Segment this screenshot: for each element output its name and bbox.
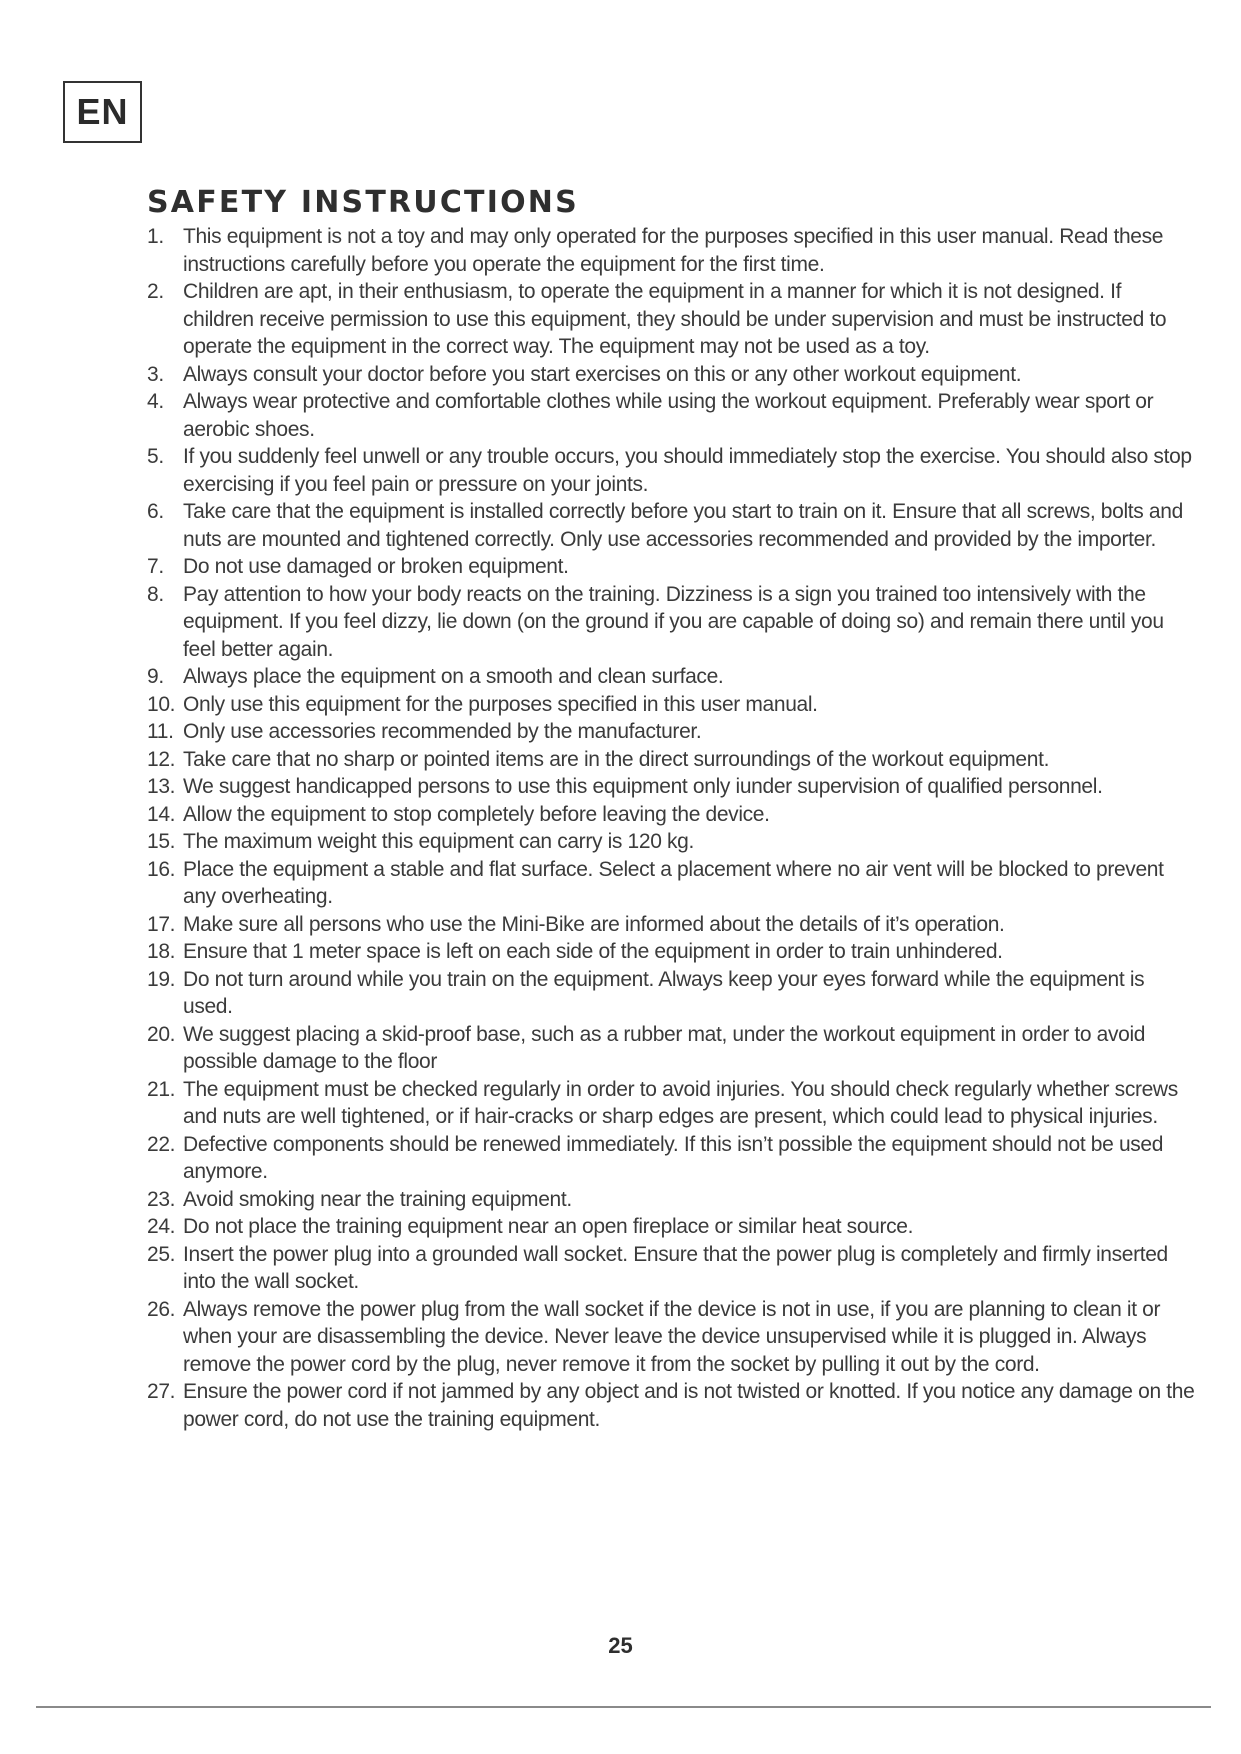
instruction-item	[147, 911, 1197, 939]
section-heading: SAFETY INSTRUCTIONS	[147, 185, 579, 220]
instruction-number: 2.	[147, 280, 164, 303]
instruction-number: 23.	[147, 1187, 176, 1211]
instruction-number: 20.	[147, 1022, 176, 1046]
instruction-item	[147, 1021, 1197, 1076]
instruction-item	[147, 581, 1197, 664]
instruction-item	[147, 1076, 1197, 1131]
instruction-text: Defective components should be renewed immediately. If this isn’t possible the equipment should not be used anymore.	[183, 1132, 1164, 1183]
instruction-number: 13.	[147, 775, 176, 798]
instruction-item	[147, 828, 1197, 856]
instruction-text: The equipment must be checked regularly in order to avoid injuries. You should check regularly whether screws and nuts are well tightened, or if hair-cracks or sharp edges are present, which could lead to physical injuries.	[183, 1077, 1178, 1128]
instruction-number: 1.	[147, 225, 164, 248]
instruction-item	[147, 1241, 1197, 1296]
instruction-text: Avoid smoking near the training equipment.	[183, 1187, 572, 1211]
footer-divider	[36, 1706, 1211, 1708]
instruction-item	[147, 1186, 1197, 1214]
instruction-number: 27.	[147, 1380, 176, 1403]
instruction-item	[147, 1296, 1197, 1379]
instruction-item	[147, 1213, 1197, 1241]
instruction-item	[147, 553, 1197, 581]
instruction-text: Always place the equipment on a smooth and clean surface.	[183, 665, 724, 688]
instruction-text: Take care that no sharp or pointed items are in the direct surroundings of the workout equipment.	[183, 747, 1050, 771]
instruction-text: Children are apt, in their enthusiasm, to operate the equipment in a manner for which it is not designed. If children receive permission to use this equipment, they should be under supervision and must be instructed to operate the equipment in the correct way. The equipment may not be used as a toy.	[183, 280, 1167, 358]
instruction-text: Take care that the equipment is installed correctly before you start to train on it. Ensure that all screws, bolts and nuts are mounted and tightened correctly. Only use accessories recommended and provided by the importer.	[183, 500, 1183, 551]
instruction-number: 18.	[147, 940, 176, 963]
instruction-number: 5.	[147, 445, 164, 468]
instruction-text: Ensure the power cord if not jammed by any object and is not twisted or knotted. If you notice any damage on the power cord, do not use the training equipment.	[183, 1380, 1195, 1431]
instruction-number: 16.	[147, 857, 176, 881]
instruction-number: 12.	[147, 747, 176, 771]
instruction-text: Pay attention to how your body reacts on the training. Dizziness is a sign you trained too intensively with the equipment. If you feel dizzy, lie down (on the ground if you are capable of doing so) and remain there until you feel better again.	[183, 582, 1164, 661]
instruction-text: The maximum weight this equipment can carry is 120 kg.	[183, 830, 694, 853]
instruction-number: 3.	[147, 362, 164, 386]
instruction-text: This equipment is not a toy and may only operated for the purposes specified in this user manual. Read these instructions carefully before you operate the equipment for the first time.	[183, 225, 1164, 276]
instruction-number: 25.	[147, 1242, 176, 1266]
instruction-text: Do not place the training equipment near an open fireplace or similar heat source.	[183, 1215, 914, 1238]
instruction-text: Ensure that 1 meter space is left on each side of the equipment in order to train unhindered.	[183, 940, 1003, 963]
instruction-item	[147, 773, 1197, 801]
instruction-item	[147, 663, 1197, 691]
safety-instructions-list	[147, 223, 1197, 1433]
instruction-number: 7.	[147, 555, 164, 578]
instruction-text: Only use accessories recommended by the manufacturer.	[183, 720, 702, 743]
instruction-number: 6.	[147, 500, 164, 523]
instruction-number: 26.	[147, 1297, 176, 1321]
instruction-text: Always wear protective and comfortable clothes while using the workout equipment. Preferably wear sport or aerobic shoes.	[183, 390, 1154, 441]
instruction-text: Do not turn around while you train on the equipment. Always keep your eyes forward while the equipment is used.	[183, 967, 1145, 1018]
instruction-number: 22.	[147, 1132, 176, 1156]
instruction-item	[147, 443, 1197, 498]
page-number: 25	[608, 1633, 633, 1658]
instruction-number: 21.	[147, 1077, 176, 1101]
instruction-text: If you suddenly feel unwell or any trouble occurs, you should immediately stop the exercise. You should also stop exercising if you feel pain or pressure on your joints.	[183, 445, 1192, 496]
instruction-text: Always remove the power plug from the wall socket if the device is not in use, if you are planning to clean it or when your are disassembling the device. Never leave the device unsupervised while it is plugged in. Always remove the power cord by the plug, never remove it from the socket by pulling it out by the cord.	[183, 1297, 1161, 1376]
instruction-item	[147, 1378, 1197, 1433]
instruction-item	[147, 498, 1197, 553]
instruction-text: Only use this equipment for the purposes specified in this user manual.	[183, 692, 818, 716]
instruction-text: Place the equipment a stable and flat surface. Select a placement where no air vent will be blocked to prevent any overheating.	[183, 857, 1164, 908]
instruction-item	[147, 388, 1197, 443]
instruction-item	[147, 938, 1197, 966]
instruction-text: Do not use damaged or broken equipment.	[183, 555, 569, 578]
instruction-text: Allow the equipment to stop completely before leaving the device.	[183, 802, 770, 826]
instruction-item	[147, 966, 1197, 1021]
instruction-item	[147, 278, 1197, 361]
language-badge: EN	[63, 81, 142, 143]
instruction-item	[147, 1131, 1197, 1186]
instruction-item	[147, 746, 1197, 774]
instruction-number: 9.	[147, 665, 164, 688]
instruction-text: We suggest placing a skid-proof base, such as a rubber mat, under the workout equipment in order to avoid possible damage to the floor	[183, 1022, 1146, 1073]
instruction-number: 15.	[147, 830, 176, 853]
instruction-number: 11.	[147, 720, 174, 743]
instruction-text: Insert the power plug into a grounded wall socket. Ensure that the power plug is completely and firmly inserted into the wall socket.	[183, 1242, 1168, 1293]
instruction-item	[147, 361, 1197, 389]
instruction-number: 8.	[147, 582, 164, 606]
instruction-text: We suggest handicapped persons to use this equipment only iunder supervision of qualified personnel.	[183, 775, 1103, 798]
instruction-number: 17.	[147, 912, 176, 936]
instruction-text: Always consult your doctor before you start exercises on this or any other workout equipment.	[183, 362, 1022, 386]
instruction-item	[147, 691, 1197, 719]
instruction-number: 14.	[147, 802, 176, 826]
instruction-item	[147, 856, 1197, 911]
instruction-number: 10.	[147, 692, 176, 716]
instruction-number: 4.	[147, 390, 164, 413]
instruction-item	[147, 718, 1197, 746]
instruction-number: 24.	[147, 1215, 176, 1238]
instruction-text: Make sure all persons who use the Mini-Bike are informed about the details of it’s operation.	[183, 912, 1005, 936]
instruction-number: 19.	[147, 967, 176, 991]
instruction-item	[147, 801, 1197, 829]
instruction-item	[147, 223, 1197, 278]
